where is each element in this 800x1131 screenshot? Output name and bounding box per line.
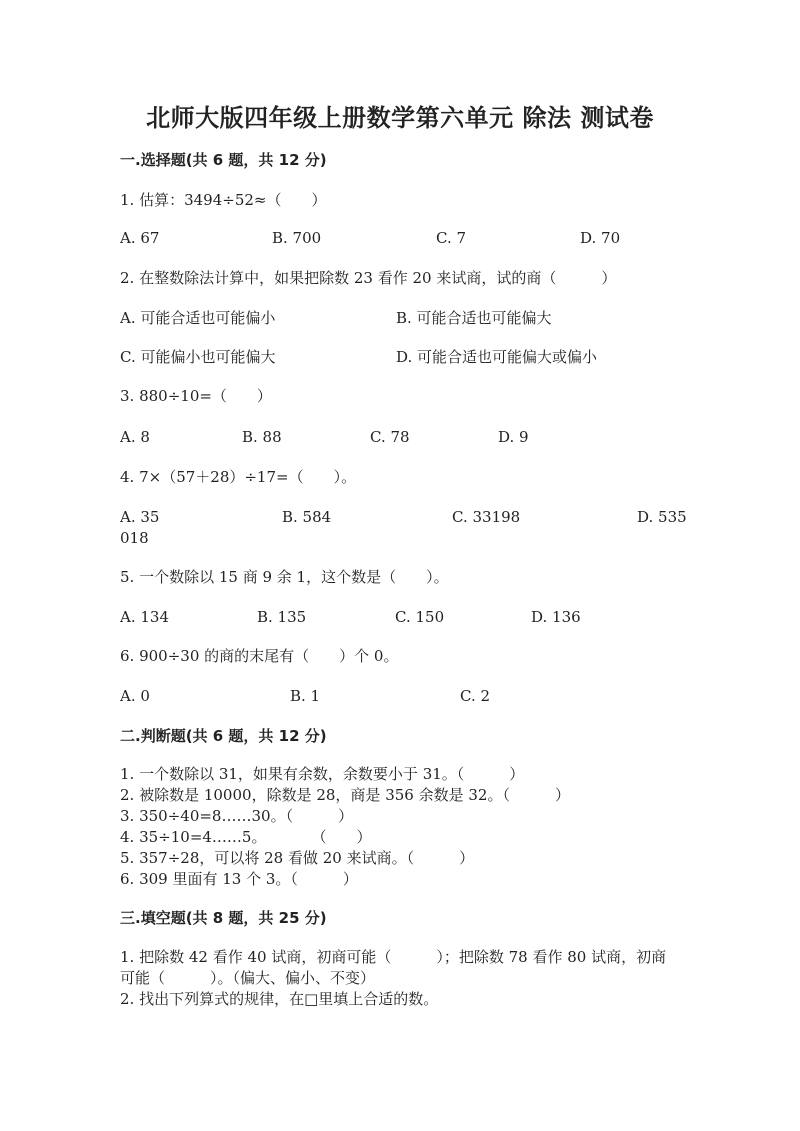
option-c: C. 7: [436, 229, 467, 247]
section-heading-fill-blank: 三.填空题(共 8 题，共 25 分): [120, 909, 327, 927]
judgement-item: 3. 350÷40=8……30。（ ）: [120, 807, 354, 825]
fill-blank-item: 2. 找出下列算式的规律，在□里填上合适的数。: [120, 990, 439, 1008]
judgement-item: 2. 被除数是 10000，除数是 28，商是 356 余数是 32。（ ）: [120, 786, 570, 804]
option-b: B. 700: [272, 229, 322, 247]
option-b: B. 584: [282, 508, 332, 526]
question-stem: 1. 估算：3494÷52≈（ ）: [120, 191, 327, 209]
option-b: B. 88: [242, 428, 282, 446]
option-a: A. 67: [120, 229, 160, 247]
option-b: B. 135: [257, 608, 307, 626]
option-d: D. 535: [637, 508, 687, 526]
fill-blank-item: 1. 把除数 42 看作 40 试商，初商可能（ ）；把除数 78 看作 80 试商，初商: [120, 948, 667, 966]
option-c: C. 78: [370, 428, 410, 446]
question-stem: 2. 在整数除法计算中，如果把除数 23 看作 20 来试商，试的商（ ）: [120, 269, 617, 287]
judgement-item: 1. 一个数除以 31，如果有余数，余数要小于 31。（ ）: [120, 765, 525, 783]
option-c: C. 150: [395, 608, 445, 626]
question-stem: 4. 7×（57＋28）÷17=（ ）。: [120, 468, 357, 486]
judgement-item: 6. 309 里面有 13 个 3。（ ）: [120, 870, 358, 888]
question-stem: 6. 900÷30 的商的末尾有（ ）个 0。: [120, 647, 399, 665]
fill-blank-item-continued: 可能（ ）。（偏大、偏小、不变）: [120, 969, 376, 987]
option-c: C. 33198: [452, 508, 521, 526]
question-stem: 3. 880÷10=（ ）: [120, 387, 272, 405]
option-d: D. 70: [580, 229, 621, 247]
option-d: D. 9: [498, 428, 529, 446]
option-d-continued: 018: [120, 529, 149, 547]
option-a: A. 可能合适也可能偏小: [120, 309, 276, 327]
option-b: B. 1: [290, 687, 321, 705]
section-heading-judgement: 二.判断题(共 6 题，共 12 分): [120, 727, 327, 745]
question-stem: 5. 一个数除以 15 商 9 余 1，这个数是（ ）。: [120, 568, 449, 586]
option-c: C. 2: [460, 687, 491, 705]
option-a: A. 8: [120, 428, 150, 446]
option-d: D. 136: [531, 608, 581, 626]
option-a: A. 0: [120, 687, 150, 705]
option-d: D. 可能合适也可能偏大或偏小: [396, 348, 598, 366]
judgement-item: 4. 35÷10=4……5。 （ ）: [120, 828, 372, 846]
option-a: A. 134: [120, 608, 169, 626]
page-title: 北师大版四年级上册数学第六单元 除法 测试卷: [146, 104, 654, 132]
judgement-item: 5. 357÷28，可以将 28 看做 20 来试商。（ ）: [120, 849, 475, 867]
option-a: A. 35: [120, 508, 160, 526]
section-heading-choice: 一.选择题(共 6 题，共 12 分): [120, 151, 327, 169]
option-b: B. 可能合适也可能偏大: [396, 309, 552, 327]
option-c: C. 可能偏小也可能偏大: [120, 348, 276, 366]
